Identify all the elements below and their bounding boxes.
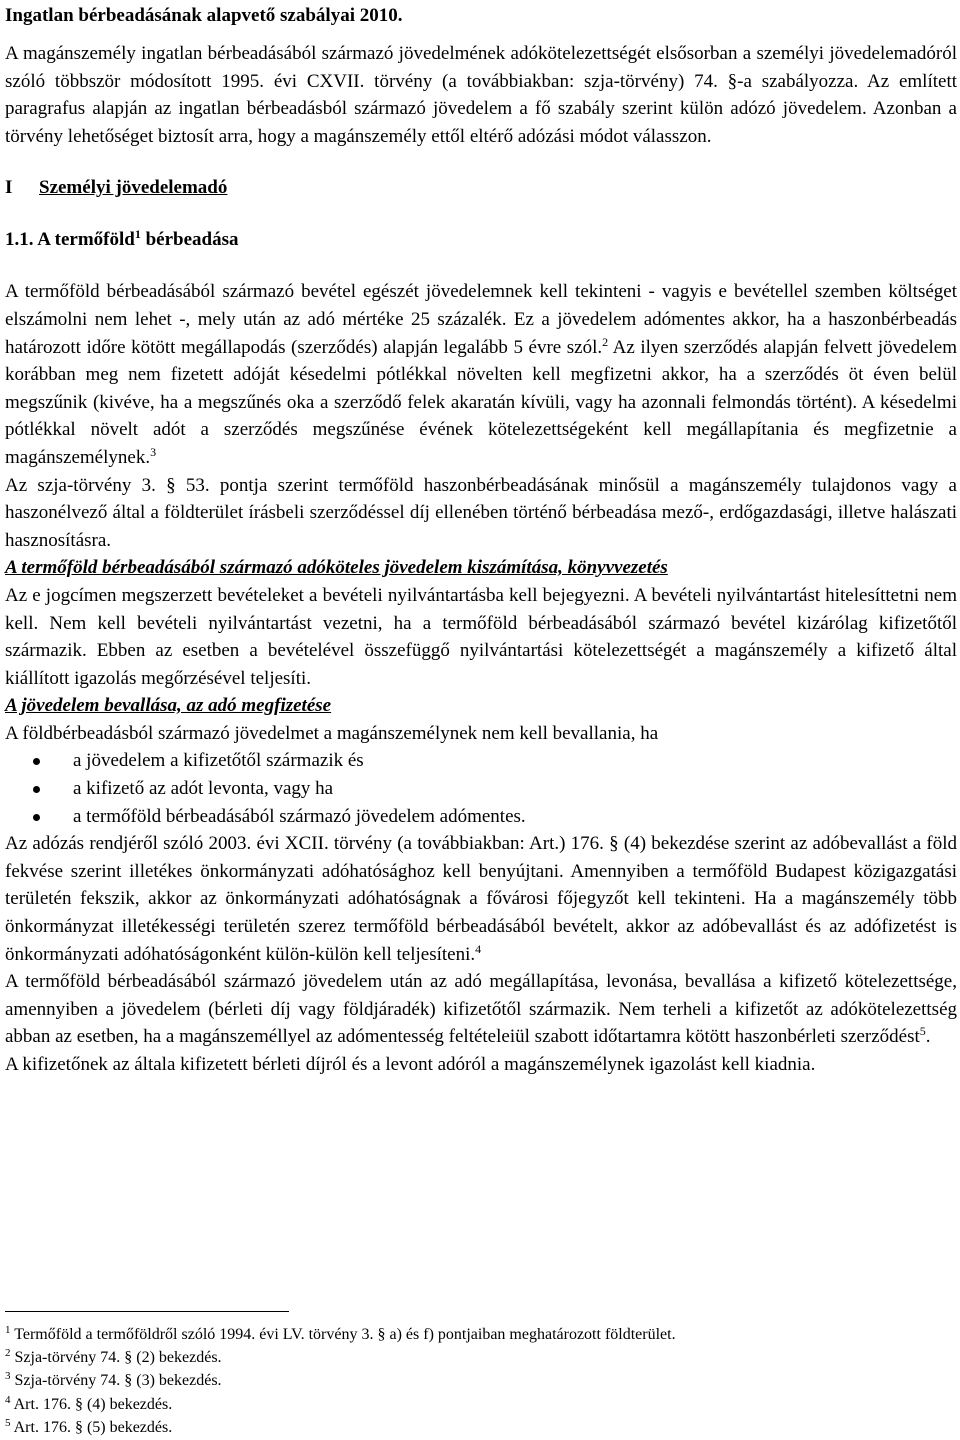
footnote-text: Art. 176. § (4) bekezdés. (10, 1395, 173, 1413)
subsection-heading-text: 1.1. A termőföld (5, 229, 135, 251)
paragraph-rate-b: Az ilyen szerződés alapján felvett jövedelem korábban meg nem fizetett adóját késedelmi pótlékkal növelten kell megfizetni akkor, ha a szerződés öt éven belül megszűnik (kivéve, ha a megszűnés oka a szerződő felek akaratán kívüli, vagy ha azonnali felmondás történt). A késedelmi pótlékkal növelt adót a szerződés megszűnése évének kötelezettségeként kell megállapítania és megfizetnie a magánszemélynek. (5, 336, 957, 468)
footnote (5, 1323, 955, 1346)
paragraph-payer-end: . (925, 1026, 931, 1048)
footnote (5, 1346, 955, 1369)
list-item-text: a jövedelem a kifizetőtől származik és (73, 750, 364, 772)
paragraph-payer-text: A termőföld bérbeadásából származó jövedelem után az adó megállapítása, levonása, bevallása a kifizető kötelezettsége, amennyiben a jövedelem (bérleti díj vagy földjáradék) kifizetőtől származik. Nem terheli a kifizetőt az adókötelezettség abban az esetben, ha a magánszeméllyel az adómentesség feltételeiül szabott időtartamra kötött haszonbérleti szerződést (5, 971, 957, 1048)
paragraph-rate-a: A termőföld bérbeadásából származó bevétel egészét jövedelemnek kell tekinteni - vagyis e bevétellel szemben költséget elszámolni nem lehet -, mely után az adó mértéke 25 százalék. Ez a jövedelem adómentes akkor, ha a haszonbérbeadás határozott időre kötött megállapodás (szerződés) alapján legalább 5 évre szól. (5, 281, 957, 358)
footnote-number: 3 (5, 1370, 11, 1383)
footnote-text: Termőföld a termőföldről szóló 1994. évi LV. törvény 3. § a) és f) pontjaiban meghatározott földterület. (10, 1326, 676, 1343)
list-item (5, 747, 957, 775)
footnote-ref-4: 4 (475, 941, 482, 956)
footnote-text: Szja-törvény 74. § (2) bekezdés. (10, 1349, 222, 1367)
footnote-ref-5: 5 (919, 1024, 926, 1039)
footnote-ref-3: 3 (150, 444, 157, 459)
paragraph-no-return: A földbérbeadásból származó jövedelmet a magánszemélynek nem kell bevallania, ha (5, 722, 659, 744)
paragraph-records: Az e jogcímen megszerzett bevételeket a bevételi nyilvántartásba kell bejegyezni. A bevételi nyilvántartást hitelesíttetni nem kell. Nem kell bevételi nyilvántartást vezetni, ha a termőföld bérbeadásából származó bevétel kizárólag kifizetőtől származik. Ebben az esetben a bevételével összefüggő nyilvántartási kötelezettségét a magánszemély a kifizető által kiállított igazolás megőrzésével teljesíti. (5, 584, 957, 689)
intro-paragraph: A magánszemély ingatlan bérbeadásából származó jövedelmének adókötelezettségét elsősorban a személyi jövedelemadóról szóló többször módosított 1995. évi CXVII. törvény (a továbbiakban: szja-törvény) 74. §-a szabályozza. Az említett paragrafus alapján az ingatlan bérbeadásból származó jövedelem a fő szabály szerint külön adózó jövedelem. Azonban a törvény lehetőséget biztosít arra, hogy a magánszemély ettől eltérő adózási módot válasszon. (5, 43, 957, 147)
subsection-heading (5, 226, 957, 254)
footnote-number: 5 (5, 1416, 11, 1429)
list-item-text: a termőföld bérbeadásából származó jövedelem adómentes. (73, 805, 526, 827)
footnote-number: 2 (5, 1347, 11, 1360)
footnote-text: Szja-törvény 74. § (3) bekezdés. (10, 1372, 222, 1390)
subsection-heading-tail: bérbeadása (140, 229, 239, 251)
bullet-icon (33, 786, 40, 793)
condition-list (5, 747, 957, 830)
footnote-text: Art. 176. § (5) bekezdés. (10, 1418, 173, 1436)
footnote-number: 1 (5, 1324, 11, 1336)
section-title: Személyi jövedelemadó (39, 177, 228, 199)
paragraph-payer (5, 968, 957, 1051)
footnote-separator (5, 1311, 289, 1312)
footnotes (5, 1323, 955, 1439)
footnote-ref-1: 1 (134, 227, 141, 242)
document-body (5, 0, 957, 1079)
paragraph-definition: Az szja-törvény 3. § 53. pontja szerint termőföld haszonbérbeadásának minősül a magánszemély tulajdonos vagy a haszonélvező által a földterület írásbeli szerződéssel díj ellenében történő bérbeadása mező-, erdőgazdasági, illetve halászati hasznosításra. (5, 474, 957, 551)
bullet-icon (33, 814, 40, 821)
document-title: Ingatlan bérbeadásának alapvető szabályai 2010. (5, 5, 403, 26)
footnote (5, 1416, 955, 1439)
paragraph-art (5, 830, 957, 968)
footnote-number: 4 (5, 1393, 11, 1406)
footnote (5, 1393, 955, 1416)
list-item-text: a kifizető az adót levonta, vagy ha (73, 778, 334, 800)
paragraph-rate (5, 278, 957, 471)
paragraph-certificate: A kifizetőnek az általa kifizetett bérleti díjról és a levont adóról a magánszemélynek igazolást kell kiadnia. (5, 1054, 816, 1075)
footnote-ref-2: 2 (602, 334, 609, 349)
list-item (5, 775, 957, 803)
bullet-icon (33, 758, 40, 765)
list-item (5, 803, 957, 831)
footnote (5, 1369, 955, 1392)
section-number: I (5, 177, 13, 199)
heading-return: A jövedelem bevallása, az adó megfizetése (5, 695, 332, 717)
heading-calculation: A termőföld bérbeadásából származó adóköteles jövedelem kiszámítása, könyvvezetés (5, 557, 668, 579)
section-heading (5, 174, 957, 202)
paragraph-art-text: Az adózás rendjéről szóló 2003. évi XCII. törvény (a továbbiakban: Art.) 176. § (4) bekezdése szerint az adóbevallást a föld fekvése szerint illetékes önkormányzati adóhatósághoz kell benyújtani. Amennyiben a termőföld Budapest közigazgatási területén fekszik, akkor az önkormányzati adóhatóságnak a fővárosi főjegyzőt kell tekinteni. Ha a magánszemély több önkormányzat illetékességi területén szerez termőföld bérbeadásából bevételt, akkor az adóbevallást és az adófizetést is önkormányzati adóhatóságonként külön-külön kell teljesíteni. (5, 833, 957, 965)
